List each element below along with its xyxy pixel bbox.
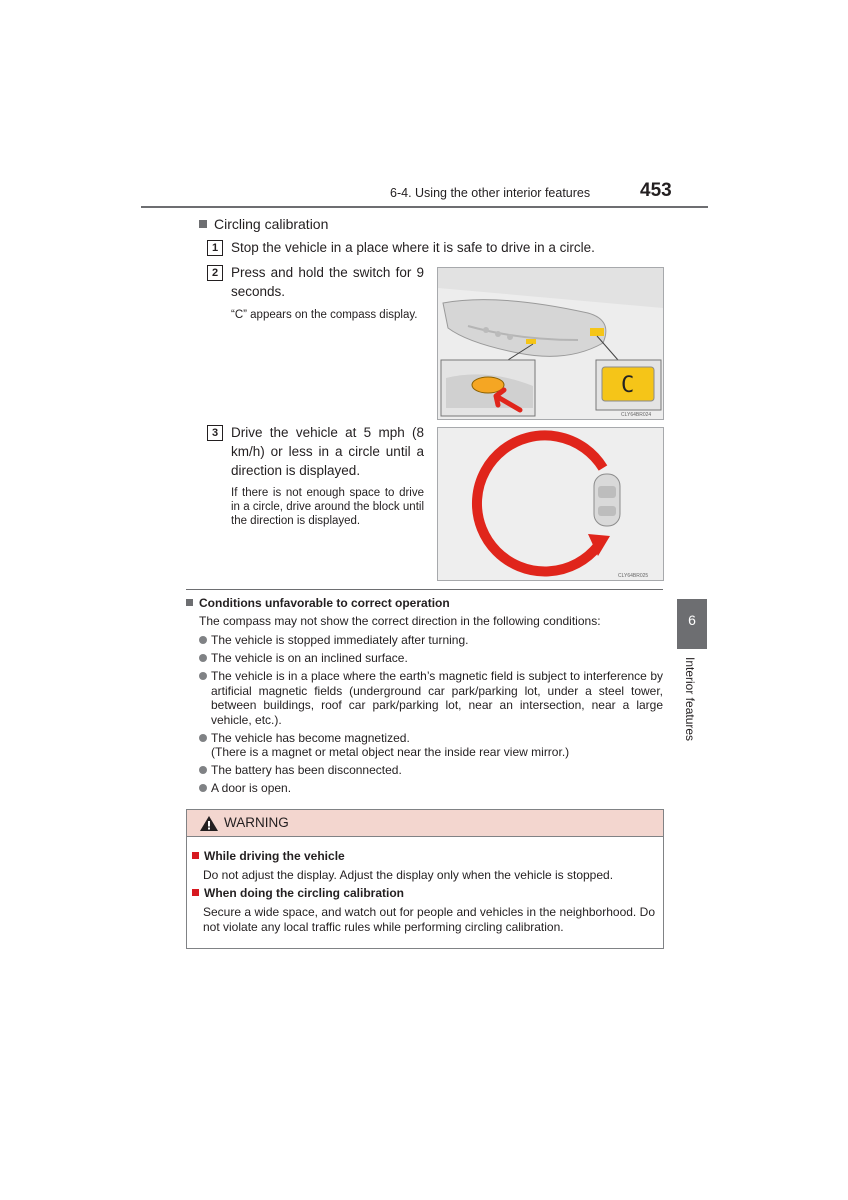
step-1-text: Stop the vehicle in a place where it is safe to drive in a circle. xyxy=(231,240,595,255)
compass-display-char: C xyxy=(621,373,635,398)
bullet-dot-icon xyxy=(199,784,207,792)
conditions-title-text: Conditions unfavorable to correct operation xyxy=(199,596,450,610)
page-number: 453 xyxy=(640,180,672,201)
step-3-note: If there is not enough space to drive in a circle, drive around the block until the direction is displayed. xyxy=(231,487,424,527)
square-bullet-icon xyxy=(199,220,207,228)
header-rule xyxy=(141,206,708,208)
fig2-code: CLY64BR025 xyxy=(618,573,649,579)
bullet-dot-icon xyxy=(199,734,207,742)
bullet-dot-icon xyxy=(199,672,207,680)
red-square-icon xyxy=(192,889,199,896)
list-item: A door is open. xyxy=(199,781,663,796)
warning-item-body: Do not adjust the display. Adjust the display only when the vehicle is stopped. xyxy=(203,868,614,882)
circle-arrow-illustration xyxy=(438,428,663,580)
square-bullet-icon xyxy=(186,599,193,606)
chapter-tab-label: Interior features xyxy=(683,657,697,742)
warning-box xyxy=(186,809,664,949)
conditions-title xyxy=(186,596,450,610)
step-number-2: 2 xyxy=(207,265,223,281)
bullet-dot-icon xyxy=(199,654,207,662)
fig1-code: CLY64BR024 xyxy=(621,412,652,418)
red-square-icon xyxy=(192,852,199,859)
car-icon xyxy=(594,474,620,526)
section-title-text: Circling calibration xyxy=(214,216,329,232)
warning-item-title: When doing the circling calibration xyxy=(192,886,404,900)
conditions-rule xyxy=(186,589,663,590)
step-2-note: “C” appears on the compass display. xyxy=(231,309,418,321)
list-item: The battery has been disconnected. xyxy=(199,763,663,778)
step-3-text: Drive the vehicle at 5 mph (8 km/h) or less in a circle until a direction is displayed. xyxy=(231,425,424,478)
warning-label: WARNING xyxy=(224,815,289,830)
warning-header xyxy=(187,810,663,837)
mirror-illustration xyxy=(438,268,663,419)
step-number-1: 1 xyxy=(207,240,223,256)
chapter-tab: 6 xyxy=(677,599,707,649)
circle-drive-figure xyxy=(437,427,664,581)
step-2-text: Press and hold the switch for 9 seconds. xyxy=(231,265,424,299)
warning-item-body: Secure a wide space, and watch out for people and vehicles in the neighborhood. Do not violate any local traffic rules while performing circling calibration. xyxy=(203,905,655,934)
section-title xyxy=(199,216,328,232)
list-item: The vehicle is stopped immediately after turning. xyxy=(199,633,663,648)
bullet-dot-icon xyxy=(199,636,207,644)
list-item-subtext: (There is a magnet or metal object near the inside rear view mirror.) xyxy=(211,745,570,759)
mirror-switch-figure xyxy=(437,267,664,420)
list-item: The vehicle is in a place where the earth’s magnetic field is subject to interference by artificial magnetic fields (underground car park/parking lot, under a steel tower, between buildings, roof car park/parking lot, near an intersection, near a large vehicle, etc.). xyxy=(199,669,663,727)
conditions-list xyxy=(199,633,663,799)
chapter-section-title: 6-4. Using the other interior features xyxy=(390,186,591,200)
bullet-dot-icon xyxy=(199,766,207,774)
list-item: The vehicle has become magnetized. (There is a magnet or metal object near the inside rear view mirror.) xyxy=(199,731,663,760)
list-item: The vehicle is on an inclined surface. xyxy=(199,651,663,666)
warning-triangle-icon xyxy=(199,815,219,832)
step-number-3: 3 xyxy=(207,425,223,441)
conditions-intro: The compass may not show the correct direction in the following conditions: xyxy=(199,614,601,628)
warning-item-title: While driving the vehicle xyxy=(192,849,345,863)
